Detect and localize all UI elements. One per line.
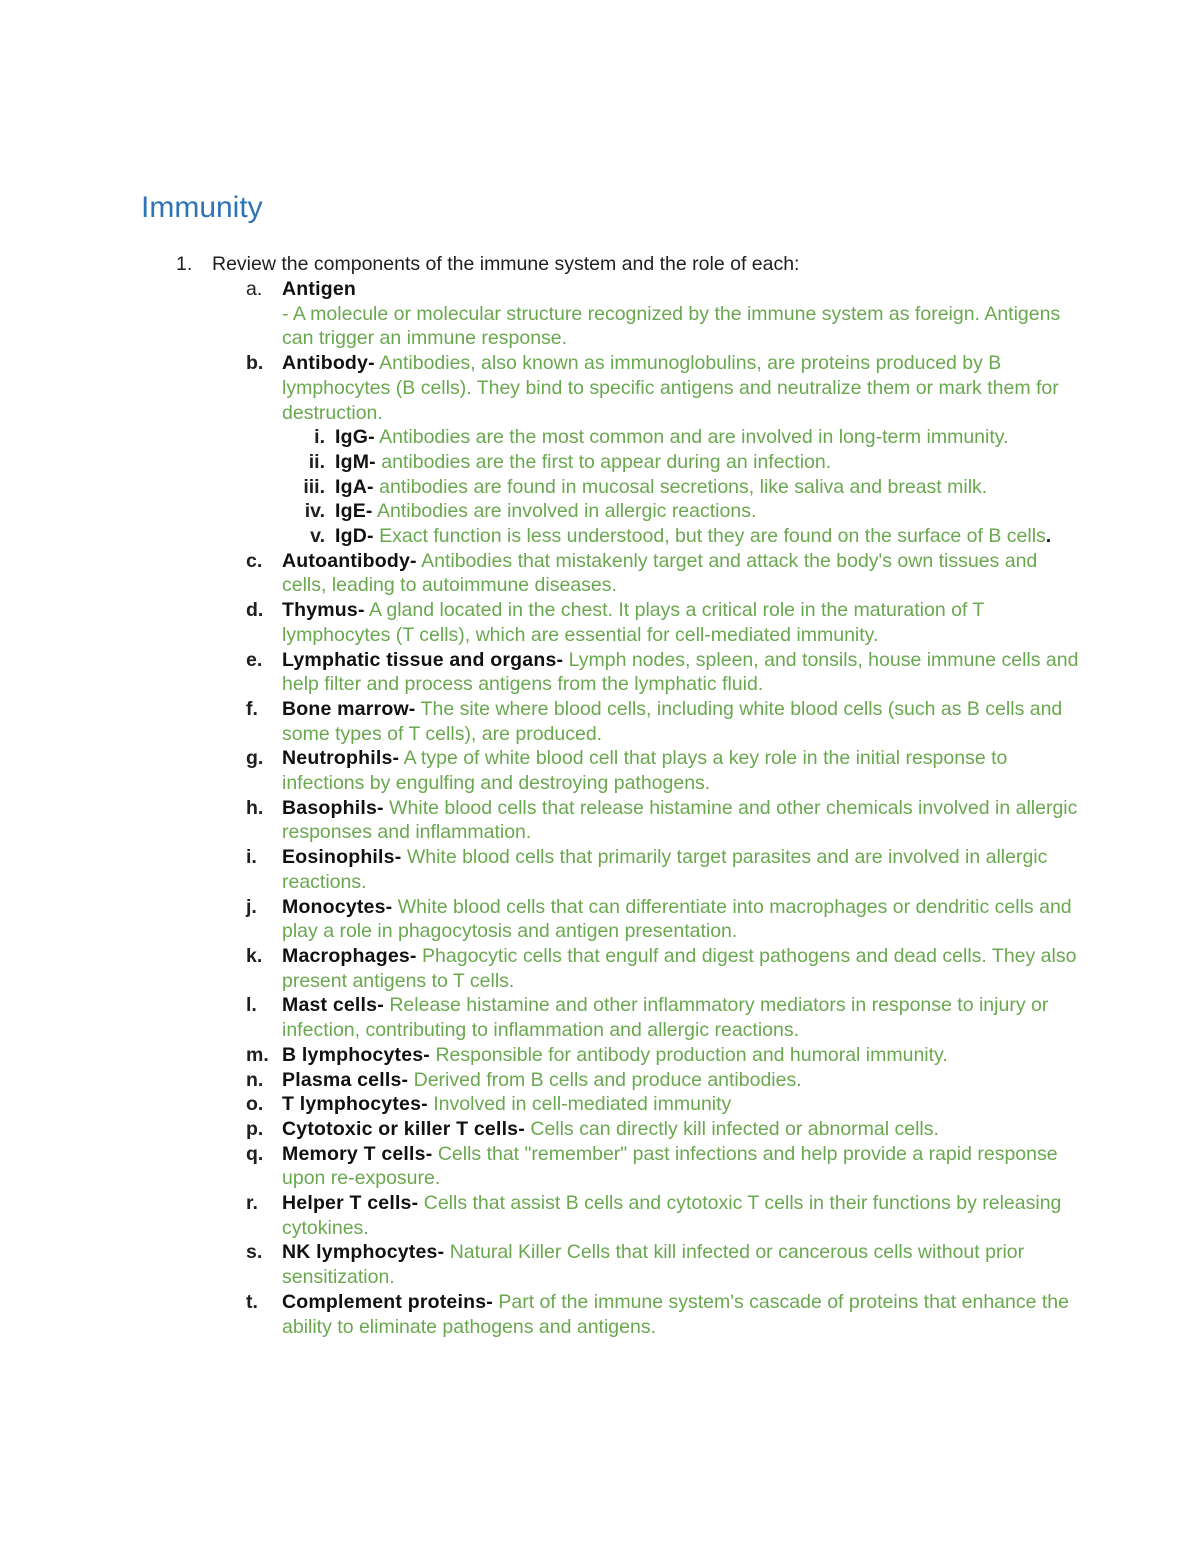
list-term: Eosinophils- <box>282 846 402 869</box>
list-term: Complement proteins- <box>282 1290 493 1313</box>
list-item <box>246 1142 1082 1191</box>
list-item <box>246 944 1082 993</box>
list-term: Mast cells- <box>282 994 384 1017</box>
list-definition: Release histamine and other inflammatory mediators in response to injury or infection, contributing to inflammation and allergic reactions. <box>282 994 1049 1042</box>
list-marker: j. <box>246 895 257 918</box>
list-item <box>246 598 1082 647</box>
sub-list-term: IgG- <box>335 426 375 449</box>
list-item <box>246 549 1082 598</box>
list-term: T lymphocytes- <box>282 1093 428 1116</box>
sub-list-definition: antibodies are found in mucosal secretions, like saliva and breast milk. <box>379 475 988 498</box>
question-number: 1. <box>176 253 193 275</box>
sub-list-definition: Antibodies are the most common and are involved in long-term immunity. <box>379 426 1009 449</box>
list-item <box>246 697 1082 746</box>
list-marker: n. <box>246 1068 264 1091</box>
list-definition: - A molecule or molecular structure recognized by the immune system as foreign. Antigens can trigger an immune response. <box>282 302 1061 350</box>
list-term: NK lymphocytes- <box>282 1241 445 1264</box>
list-marker: l. <box>246 994 257 1017</box>
list-term: Antibody- <box>282 352 375 375</box>
list-marker: c. <box>246 549 263 572</box>
sub-list-term: IgD- <box>335 525 374 548</box>
list-marker: t. <box>246 1290 258 1313</box>
list-marker: k. <box>246 944 263 967</box>
sub-list-item <box>303 475 1082 500</box>
list-definition: Derived from B cells and produce antibodies. <box>413 1068 802 1091</box>
list-definition: White blood cells that primarily target parasites and are involved in allergic reactions. <box>282 846 1048 893</box>
list-term: Neutrophils- <box>282 747 400 770</box>
sub-list-marker: iii. <box>303 475 325 498</box>
list-term: Plasma cells- <box>282 1068 409 1091</box>
list-marker: h. <box>246 796 264 819</box>
list-marker: e. <box>246 648 263 671</box>
sub-list-trailing-period: . <box>1045 525 1052 548</box>
list-item <box>246 895 1082 944</box>
list-marker: f. <box>246 697 258 720</box>
list-term: Lymphatic tissue and organs- <box>282 648 564 671</box>
list-item <box>246 648 1082 697</box>
list-term: Autoantibody- <box>282 549 417 572</box>
list-definition: Lymph nodes, spleen, and tonsils, house immune cells and help filter and process antigens from the lymphatic fluid. <box>282 648 1079 696</box>
list-marker: d. <box>246 599 264 622</box>
list-definition: Antibodies that mistakenly target and attack the body's own tissues and cells, leading to autoimmune diseases. <box>282 549 1038 597</box>
list-term: Cytotoxic or killer T cells- <box>282 1117 525 1140</box>
list-item <box>246 277 1082 351</box>
sub-list-item <box>308 450 1082 475</box>
list-item <box>246 993 1082 1042</box>
list-definition: Involved in cell-mediated immunity <box>433 1093 732 1116</box>
list-marker: m. <box>246 1043 269 1066</box>
list-term: Helper T cells- <box>282 1192 419 1215</box>
sub-list-marker: ii. <box>308 450 325 473</box>
list-term: Basophils- <box>282 796 384 819</box>
sub-list-item <box>310 524 1082 549</box>
list-item <box>246 1092 1082 1117</box>
sub-list-item <box>304 499 1082 524</box>
components-list <box>246 277 1082 1339</box>
list-marker: b. <box>246 352 264 375</box>
list-item <box>246 1240 1082 1289</box>
list-item <box>246 1290 1082 1339</box>
list-definition: White blood cells that release histamine and other chemicals involved in allergic responses and inflammation. <box>282 796 1078 844</box>
list-definition: Part of the immune system's cascade of proteins that enhance the ability to eliminate pathogens and antigens. <box>282 1290 1069 1338</box>
list-definition: Cells that "remember" past infections and help provide a rapid response upon re-exposure. <box>282 1142 1058 1190</box>
list-item <box>246 1191 1082 1240</box>
list-item <box>246 796 1082 845</box>
list-definition: Natural Killer Cells that kill infected or cancerous cells without prior sensitization. <box>282 1241 1025 1289</box>
list-marker: q. <box>246 1142 264 1165</box>
list-marker: r. <box>246 1192 258 1215</box>
list-definition: Antibodies, also known as immunoglobulins, are proteins produced by B lymphocytes (B cells). They bind to specific antigens and neutralize them or mark them for destruction. <box>282 352 1059 424</box>
list-definition: White blood cells that can differentiate into macrophages or dendritic cells and play a role in phagocytosis and antigen presentation. <box>282 895 1072 943</box>
list-marker: p. <box>246 1117 264 1140</box>
list-term: Macrophages- <box>282 944 417 967</box>
sub-list-definition: Antibodies are involved in allergic reactions. <box>376 500 757 523</box>
sub-list-term: IgM- <box>335 450 376 473</box>
list-marker: a. <box>246 278 263 300</box>
sub-list-definition: antibodies are the first to appear during an infection. <box>381 450 832 473</box>
list-definition: Cells can directly kill infected or abnormal cells. <box>530 1117 939 1140</box>
page-title: Immunity <box>141 191 263 224</box>
sub-list-marker: i. <box>314 426 325 449</box>
list-item <box>246 351 1082 425</box>
list-term: B lymphocytes- <box>282 1043 431 1066</box>
sub-list-marker: v. <box>310 525 325 548</box>
list-definition: A gland located in the chest. It plays a critical role in the maturation of T lymphocytes (T cells), which are essential for cell-mediated immunity. <box>282 599 984 646</box>
list-marker: g. <box>246 747 264 770</box>
list-definition: The site where blood cells, including white blood cells (such as B cells and some types of T cells), are produced. <box>282 697 1063 745</box>
list-item <box>246 1068 1082 1093</box>
list-term: Memory T cells- <box>282 1142 433 1165</box>
list-term: Thymus- <box>282 599 365 622</box>
list-term: Bone marrow- <box>282 697 416 720</box>
list-definition: Cells that assist B cells and cytotoxic T cells in their functions by releasing cytokines. <box>282 1192 1062 1239</box>
list-definition: A type of white blood cell that plays a key role in the initial response to infections by engulfing and destroying pathogens. <box>282 747 1008 795</box>
list-definition: Responsible for antibody production and humoral immunity. <box>435 1043 948 1066</box>
list-marker: o. <box>246 1093 264 1116</box>
question-text: Review the components of the immune system and the role of each: <box>212 253 800 275</box>
list-item <box>246 746 1082 795</box>
sub-list-item <box>314 425 1082 450</box>
list-definition: Phagocytic cells that engulf and digest pathogens and dead cells. They also present antigens to T cells. <box>282 944 1077 992</box>
sub-list-term: IgA- <box>335 475 374 498</box>
list-marker: i. <box>246 846 257 869</box>
sub-list-definition: Exact function is less understood, but they are found on the surface of B cells <box>379 525 1046 548</box>
list-item <box>246 1043 1082 1068</box>
list-item <box>246 845 1082 894</box>
list-term: Monocytes- <box>282 895 393 918</box>
sub-list-marker: iv. <box>304 500 325 523</box>
list-marker: s. <box>246 1241 263 1264</box>
list-term: Antigen <box>282 278 356 300</box>
sub-list-term: IgE- <box>335 500 373 523</box>
question-row <box>176 252 799 277</box>
list-item <box>246 1117 1082 1142</box>
